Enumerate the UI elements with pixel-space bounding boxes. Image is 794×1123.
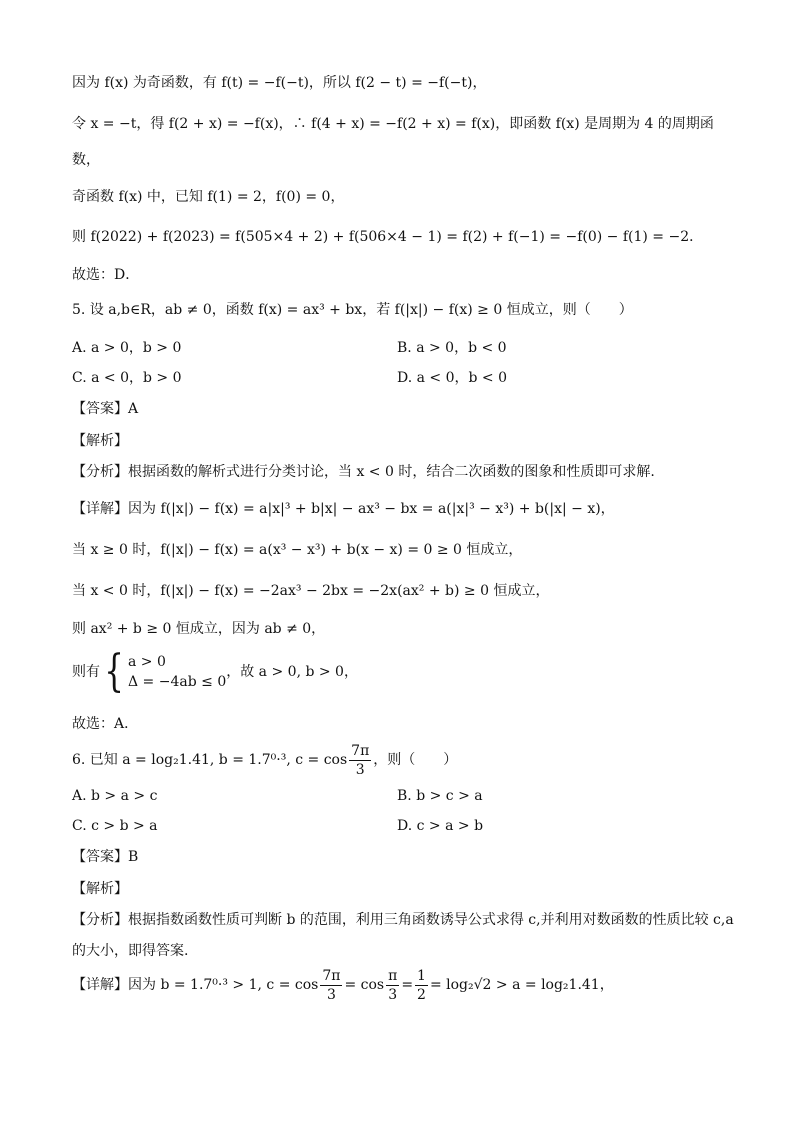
q6-detail-suffix: = log₂√2 > a = log₂1.41， (429, 977, 614, 993)
fraction-numerator: π (388, 967, 398, 984)
solution-line-2: 令 x = −t，得 f(2 + x) = −f(x)，∴ f(4 + x) = −f(2 + x) = f(x)，即函数 f(x) 是周期为 4 的周期函 (72, 116, 714, 132)
fraction-7pi-3 (349, 742, 371, 779)
question-6-stem (72, 740, 457, 780)
fraction-7pi-3-detail (320, 967, 342, 1004)
system-equations (128, 652, 226, 692)
q5-option-a: A. a > 0，b > 0 (72, 340, 182, 356)
fraction-numerator: 7π (322, 967, 341, 984)
q5-option-c: C. a < 0，b > 0 (72, 370, 182, 386)
q5-choice: 故选：A． (72, 716, 139, 732)
choice-line-d: 故选：D． (72, 267, 140, 283)
q6-analysis-heading: 【解析】 (72, 881, 128, 897)
fraction-numerator: 1 (417, 967, 426, 984)
system-top: a > 0 (128, 654, 166, 670)
q5-detail-4: 则 ax² + b ≥ 0 恒成立，因为 ab ≠ 0， (72, 621, 326, 637)
q5-detail-1: 【详解】因为 f(|x|) − f(x) = a|x|³ + b|x| − ax³ − bx = a(|x|³ − x³) + b(|x| − x)， (72, 501, 615, 517)
fraction-numerator: 7π (351, 742, 370, 759)
q5-answer: 【答案】A (72, 401, 139, 417)
fraction-denominator: 3 (355, 761, 365, 778)
system-bottom: Δ = −4ab ≤ 0 (128, 674, 227, 690)
fraction-pi-3 (386, 967, 399, 1004)
q5-analysis-heading: 【解析】 (72, 433, 128, 449)
q5-option-b: B. a > 0，b < 0 (397, 340, 507, 356)
q6-option-c: C. c > b > a (72, 818, 158, 834)
q6-detail (72, 965, 614, 1005)
q5-detail-system (72, 646, 358, 697)
solution-line-1: 因为 f(x) 为奇函数，有 f(t) = −f(−t)，所以 f(2 − t) = −f(−t)， (72, 75, 487, 91)
q6-detail-prefix: 【详解】因为 b = 1.7⁰·³ > 1, c = cos (72, 977, 319, 993)
q6-stem-suffix: ，则（ ） (373, 752, 458, 768)
question-5-stem: 5. 设 a,b∈R，ab ≠ 0，函数 f(x) = ax³ + bx，若 f(|x|) − f(x) ≥ 0 恒成立，则（ ） (72, 302, 633, 318)
system-prefix: 则有 (72, 664, 100, 680)
q6-stem-prefix: 6. 已知 a = log₂1.41, b = 1.7⁰·³, c = cos (72, 752, 348, 768)
q5-detail-2: 当 x ≥ 0 时，f(|x|) − f(x) = a(x³ − x³) + b(x − x) = 0 ≥ 0 恒成立， (72, 542, 523, 558)
q6-answer: 【答案】B (72, 849, 139, 865)
solution-line-3: 数， (72, 152, 100, 168)
fraction-denominator: 3 (326, 986, 336, 1003)
q6-option-a: A. b > a > c (72, 788, 158, 804)
solution-line-5: 则 f(2022) + f(2023) = f(505×4 + 2) + f(506×4 − 1) = f(2) + f(−1) = −f(0) − f(1) = −2． (72, 229, 704, 245)
left-brace-icon: { (104, 646, 124, 697)
q6-analysis-2: 的大小，即得答案. (72, 943, 189, 959)
fraction-denominator: 2 (417, 986, 426, 1003)
q5-option-d: D. a < 0，b < 0 (397, 370, 508, 386)
q6-detail-mid2: = (401, 977, 414, 993)
q6-option-d: D. c > a > b (397, 818, 484, 834)
q5-detail-3: 当 x < 0 时，f(|x|) − f(x) = −2ax³ − 2bx = −2x(ax² + b) ≥ 0 恒成立， (72, 583, 550, 599)
fraction-1-2 (415, 967, 428, 1004)
q6-detail-mid1: = cos (344, 977, 385, 993)
q6-option-b: B. b > c > a (397, 788, 483, 804)
system-suffix: ，故 a > 0, b > 0， (226, 664, 358, 680)
q6-analysis-1: 【分析】根据指数函数性质可判断 b 的范围，利用三角函数诱导公式求得 c,并利用对数函数的性质比较 c,a (72, 912, 734, 928)
solution-line-4: 奇函数 f(x) 中，已知 f(1) = 2，f(0) = 0， (72, 189, 345, 205)
fraction-denominator: 3 (388, 986, 398, 1003)
q5-analysis: 【分析】根据函数的解析式进行分类讨论，当 x < 0 时，结合二次函数的图象和性质即可求解. (72, 464, 655, 480)
